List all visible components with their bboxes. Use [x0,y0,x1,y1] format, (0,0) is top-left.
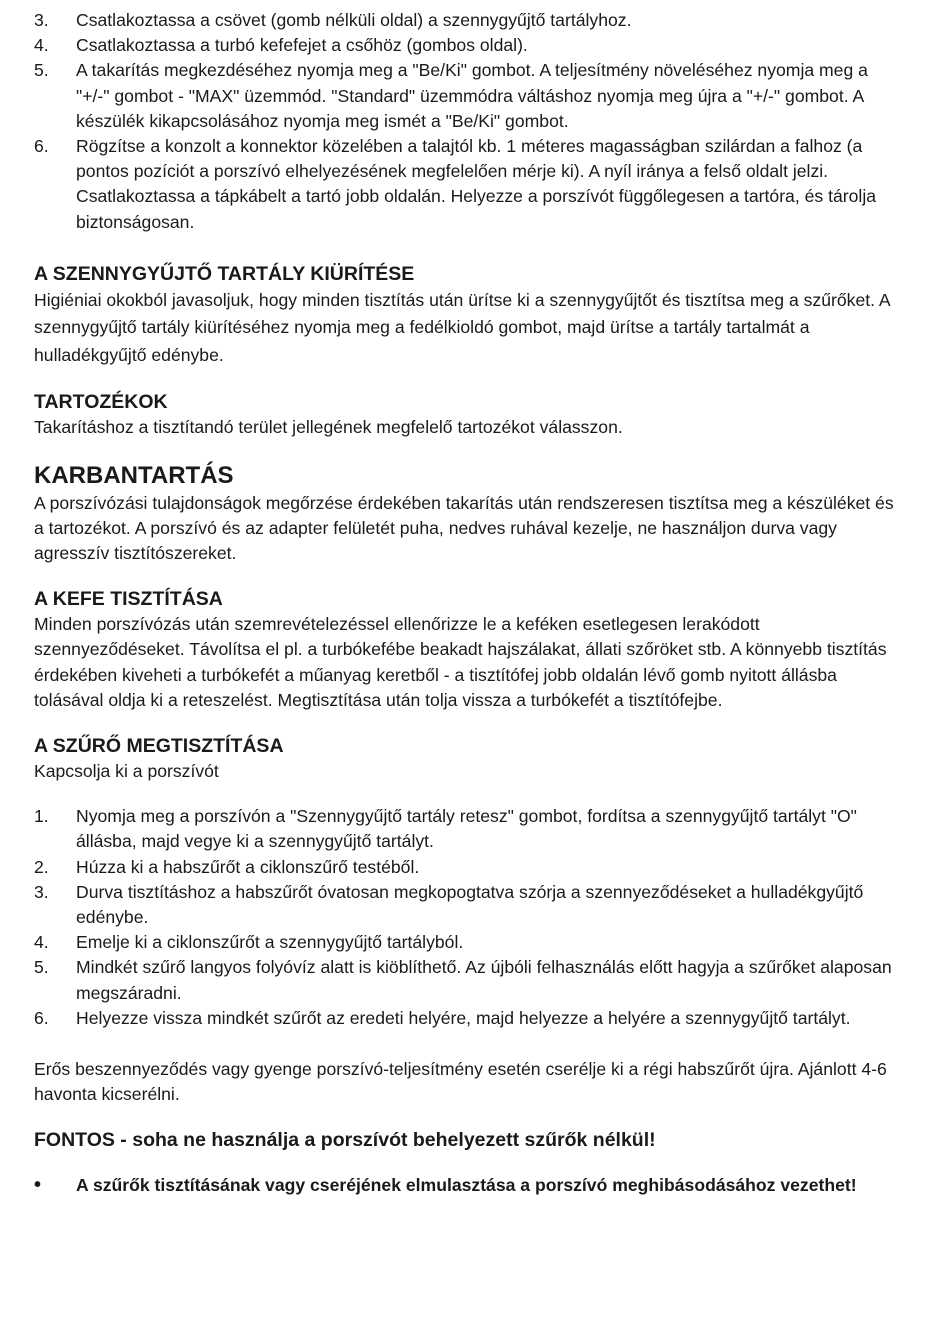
section-text-empty-container: Higiéniai okokból javasoljuk, hogy minden tisztítás után ürítse ki a szennygyűjtőt és tisztítsa meg a szűrőket. A szennygyűjtő tartály kiürítéséhez nyomja meg a fedélkioldó gombot, majd ürítse a tartály tartalmát a hulladékgyűjtő edénybe. [34,289,890,365]
list-text: Csatlakoztassa a turbó kefefejet a csőhöz (gombos oldal). [76,35,528,56]
list-item [34,1173,894,1198]
filter-replacement-note: Erős beszennyeződés vagy gyenge porszívó-teljesítmény esetén cserélje ki a régi habszűrőt újra. Ajánlott 4-6 havonta kicserélni. [34,1058,887,1105]
list-text: Húzza ki a habszűrőt a ciklonszűrő testéből. [76,856,420,877]
list-item [34,930,894,955]
list-number: 3. [34,881,49,902]
list-item [34,58,894,134]
important-warning-heading: FONTOS - soha ne használja a porszívót behelyezett szűrők nélkül! [34,1129,656,1152]
list-text: A szűrők tisztításának vagy cseréjének elmulasztása a porszívó meghibásodásához vezethet! [76,1175,857,1196]
list-number: 6. [34,136,49,157]
list-item [34,804,894,854]
list-number: 5. [34,957,49,978]
section-text-maintenance: A porszívózási tulajdonságok megőrzése érdekében takarítás után rendszeresen tisztítsa meg a készüléket és a tartozékot. A porszívó és az adapter felületét puha, nedves ruhával kezelje, ne használjon durva vagy agresszív tisztítószereket. [34,492,894,563]
list-item [34,33,894,58]
list-text: A takarítás megkezdéséhez nyomja meg a "Be/Ki" gombot. A teljesítmény növeléséhez nyomja meg a "+/-" gombot - "MAX" üzemmód. "Standard" üzemmódra váltáshoz nyomja meg újra a "+/-" gombot. A készülék kikapcsolásához nyomja meg ismét a "Be/Ki" gombot. [76,60,868,131]
section-heading-accessories: TARTOZÉKOK [34,391,168,414]
section-text-filter-intro: Kapcsolja ki a porszívót [34,760,219,781]
section-heading-maintenance: KARBANTARTÁS [34,461,234,489]
list-item [34,134,894,235]
section-text-brush: Minden porszívózás után szemrevételezéssel ellenőrizze le a keféken esetlegesen lerakódott szennyeződéseket. Távolítsa el pl. a turbókefébe beakadt hajszálakat, állati szőröket stb. A könnyebb tisztítás érdekében kiveheti a turbókefét a műanyag keretből - a tisztítófej jobb oldalán lévő gomb nyitott állásba tolásával oldja ki a reteszelést. Megtisztítása után tolja vissza a turbókefét a tisztítófejbe. [34,614,887,710]
section-text-accessories: Takarításhoz a tisztítandó terület jellegének megfelelő tartozékot válasszon. [34,417,623,438]
important-bullet-list [34,1173,894,1198]
list-number: 6. [34,1007,49,1028]
list-number: 4. [34,35,49,56]
list-item [34,855,894,880]
list-text: Csatlakoztassa a csövet (gomb nélküli oldal) a szennygyűjtő tartályhoz. [76,10,632,30]
list-number: 1. [34,806,49,827]
filter-steps-list [34,804,894,1031]
list-number: 5. [34,60,49,81]
list-item [34,880,894,930]
list-text: Emelje ki a ciklonszűrőt a szennygyűjtő tartályból. [76,932,464,953]
section-heading-empty-container: A SZENNYGYŰJTŐ TARTÁLY KIÜRÍTÉSE [34,262,415,285]
list-text: Durva tisztításhoz a habszűrőt óvatosan megkopogtatva szórja a szennyeződéseket a hulladékgyűjtő edénybe. [76,881,864,927]
document-page [34,8,894,1199]
list-text: Mindkét szűrő langyos folyóvíz alatt is kiöblíthető. Az újbóli felhasználás előtt hagyja a szűrőket alaposan megszáradni. [76,957,892,1003]
list-item [34,8,894,33]
list-number: 2. [34,856,49,877]
list-item [34,1006,894,1031]
list-number: 4. [34,932,49,953]
list-item [34,955,894,1005]
list-text: Nyomja meg a porszívón a "Szennygyűjtő tartály retesz" gombot, fordítsa a szennygyűjtő tartályt "O" állásba, majd vegye ki a szennygyűjtő tartályt. [76,806,857,852]
setup-steps-list [34,8,894,235]
section-heading-brush: A KEFE TISZTÍTÁSA [34,588,223,611]
bullet-icon: • [34,1174,42,1197]
list-number: 3. [34,10,49,30]
list-text: Rögzítse a konzolt a konnektor közelében a talajtól kb. 1 méteres magasságban szilárdan a falhoz (a pontos pozíciót a porszívó elhelyezésének megfelelően mérje ki). A nyíl iránya a felső oldalt jelzi. Csatlakoztassa a tápkábelt a tartó jobb oldalán. Helyezze a porszívót függőlegesen a tartóra, és tárolja biztonságosan. [76,136,877,232]
section-heading-filter: A SZŰRŐ MEGTISZTÍTÁSA [34,734,284,757]
list-text: Helyezze vissza mindkét szűrőt az eredeti helyére, majd helyezze a helyére a szennygyűjtő tartályt. [76,1007,851,1028]
